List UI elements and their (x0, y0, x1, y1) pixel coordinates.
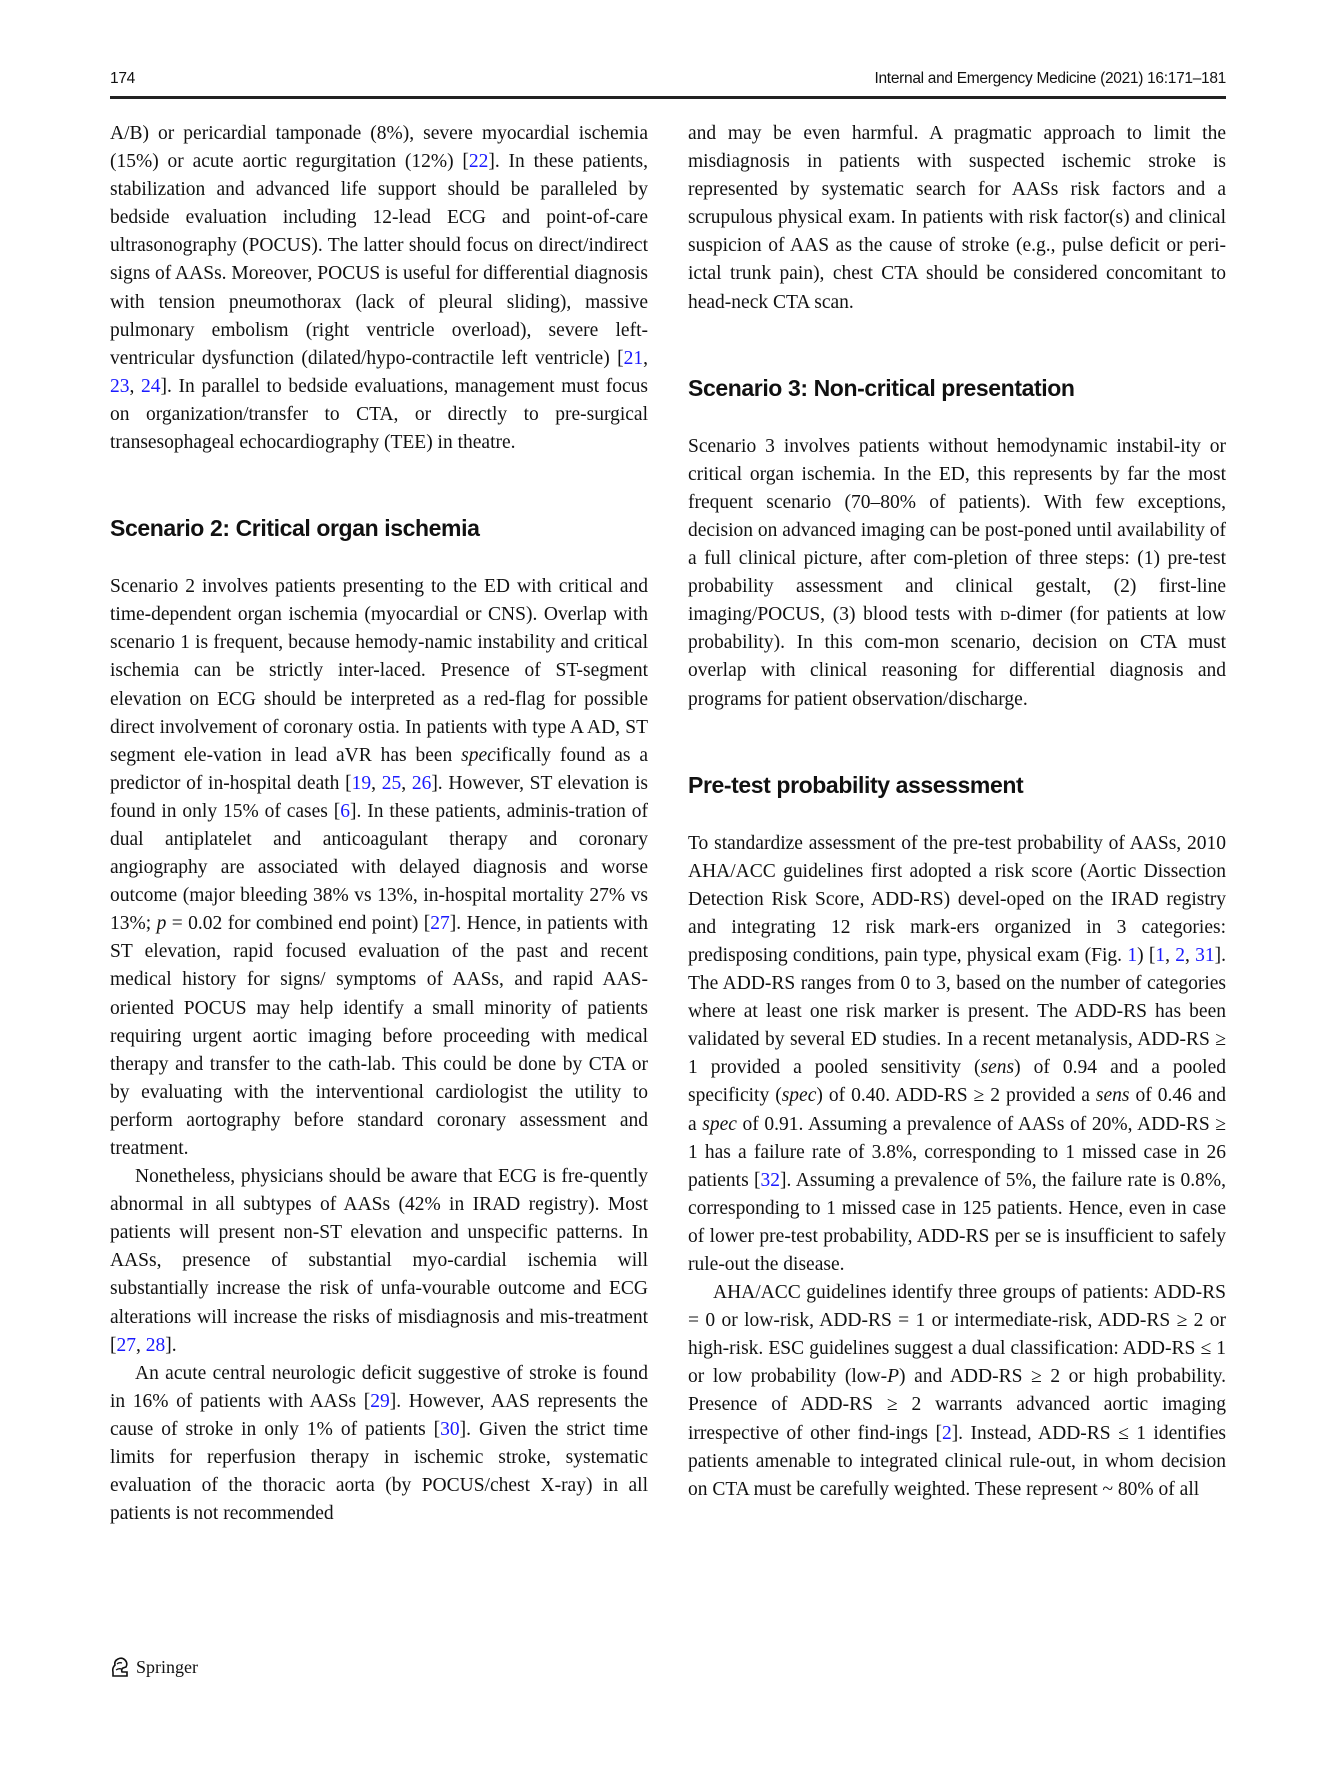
citation-link[interactable]: 26 (411, 772, 432, 794)
citation-link[interactable]: 24 (141, 375, 161, 397)
citation-link[interactable]: 22 (468, 151, 489, 173)
paragraph-guidelines-groups: AHA/ACC guidelines identify three groups of patients: ADD-RS = 0 or low-risk, ADD-RS = 1 or intermediate-risk, ADD-RS ≥ 2 or high-risk. ESC guidelines suggest a dual classification: ADD-RS ≤ 1 or low probability (low-P) and ADD-RS ≥ 2 or high probability. Presence of ADD-RS ≥ 2 warrants advanced aortic imaging irrespective of other find-ings [2]. Instead, ADD-RS ≤ 1 identifies patients amenable to integrated clinical rule-out, in whom decision on CTA must be carefully weighted. These represent ~ 80% of all (688, 1282, 1226, 1500)
citation-link[interactable]: 1 (1155, 944, 1166, 966)
citation-link[interactable]: 25 (381, 772, 402, 794)
citation-link[interactable]: 30 (440, 1418, 460, 1440)
springer-horse-icon (110, 1656, 130, 1678)
paragraph-add-rs: To standardize assessment of the pre-test probability of AASs, 2010 AHA/ACC guidelines first adopted a risk score (Aortic Dissection Detection Risk Score, ADD-RS) devel-oped on the IRAD registry and integrating 12 risk mark-ers organized in 3 categories: predisposing conditions, pain type, physical exam (Fig. 1) [1, 2, 31]. The ADD-RS ranges from 0 to 3, based on the number of categories where at least one risk marker is present. The ADD-RS has been validated by several ED studies. In a recent metanalysis, ADD-RS ≥ 1 provided a pooled sensitivity (sens) of 0.94 and a pooled specificity (spec) of 0.40. ADD-RS ≥ 2 provided a sens of 0.46 and a spec of 0.91. Assuming a prevalence of AASs of 20%, ADD-RS ≥ 1 has a failure rate of 3.8%, corresponding to 1 missed case in 26 patients [32]. Assuming a prevalence of 5%, the failure rate is 0.8%, corresponding to 1 missed case in 125 patients. Hence, even in case of lower pre-test probability, ADD-RS per se is insufficient to safely rule-out the disease. (688, 832, 1227, 1275)
citation-link[interactable]: 19 (351, 772, 372, 794)
running-header (110, 70, 1226, 96)
citation-link[interactable]: 6 (340, 800, 350, 822)
paragraph-ecg-abnormal: Nonetheless, physicians should be aware that ECG is fre-quently abnormal in all subtypes of AASs (42% in IRAD registry). Most patients will present non-ST elevation and unspecific patterns. In AASs, presence of substantial myo-cardial ischemia will substantially increase the risk of unfa-vourable outcome and ECG alterations will increase the risks of misdiagnosis and mis-treatment [27, 28]. (110, 1166, 648, 1356)
heading-pretest-probability: Pre-test probability assessment (688, 771, 1024, 798)
header-rule (110, 96, 1226, 99)
paragraph-stroke-continued: and may be even harmful. A pragmatic approach to limit the misdiagnosis in patients with suspected ischemic stroke is represented by systematic search for AASs risk factors and a scrupulous physical exam. In patients with risk factor(s) and clinical suspicion of AAS as the cause of stroke (e.g., pulse deficit or peri-ictal trunk pain), chest CTA should be considered concomitant to head-neck CTA scan. (688, 123, 1226, 313)
citation-link[interactable]: 21 (623, 347, 644, 369)
paragraph-scenario2: Scenario 2 involves patients presenting to the ED with critical and time-dependent organ ischemia (myocardial or CNS). Overlap with scenario 1 is frequent, because hemody-namic instability and critical ischemia can be strictly inter-laced. Presence of ST-segment elevation on ECG should be interpreted as a red-flag for possible direct involvement of coronary ostia. In patients with type A AD, ST segment ele-vation in lead aVR has been specifically found as a predictor of in-hospital death [19, 25, 26]. However, ST elevation is found in only 15% of cases [6]. In these patients, adminis-tration of dual antiplatelet and anticoagulant therapy and coronary angiography are associated with delayed diagnosis and worse outcome (major bleeding 38% vs 13%, in-hospital mortality 27% vs 13%; p = 0.02 for combined end point) [27]. Hence, in patients with ST elevation, rapid focused evaluation of the past and recent medical history for signs/ symptoms of AASs, and rapid AAS-oriented POCUS may help identify a small minority of patients requiring urgent aortic imaging before proceeding with medical therapy and transfer to the cath-lab. This could be done by CTA or by evaluating with the interventional cardiologist the utility to perform aortography before standard coronary assessment and treatment. (110, 576, 649, 1159)
left-column (110, 120, 648, 1528)
heading-scenario-2: Scenario 2: Critical organ ischemia (110, 515, 480, 542)
citation-link[interactable]: 28 (145, 1334, 166, 1356)
citation-link[interactable]: 2 (1175, 944, 1185, 966)
citation-link[interactable]: 23 (110, 375, 130, 397)
publisher-name: Springer (136, 1656, 198, 1677)
citation-link[interactable]: 27 (116, 1334, 136, 1356)
paragraph-scenario3: Scenario 3 involves patients without hemodynamic instabil-ity or critical organ ischemia. In the ED, this represents by far the most frequent scenario (70–80% of patients). With few exceptions, decision on advanced imaging can be post-poned until availability of a full clinical picture, after com-pletion of three steps: (1) pre-test probability assessment and clinical gestalt, (2) first-line imaging/POCUS, (3) blood tests with d-dimer (for patients at low probability). In this com-mon scenario, decision on CTA must overlap with clinical reasoning for differential diagnosis and programs for patient observation/discharge. (688, 435, 1226, 710)
publisher-footer (110, 1652, 198, 1682)
right-column (688, 120, 1226, 1504)
page-number: 174 (110, 70, 135, 87)
journal-citation: Internal and Emergency Medicine (2021) 16:171–181 (874, 70, 1226, 87)
heading-scenario-3: Scenario 3: Non-critical presentation (688, 374, 1075, 401)
citation-link[interactable]: 31 (1195, 944, 1215, 966)
citation-link[interactable]: 29 (370, 1390, 390, 1412)
citation-link[interactable]: 27 (430, 913, 450, 935)
citation-link[interactable]: 2 (941, 1422, 952, 1444)
paragraph-stroke: An acute central neurologic deficit suggestive of stroke is found in 16% of patients with AASs [29]. However, AAS represents the cause of stroke in only 1% of patients [30]. Given the strict time limits for reperfusion therapy in ischemic stroke, systematic evaluation of the thoracic aorta (by POCUS/chest X-ray) in all patients is not recommended (110, 1362, 648, 1525)
figure-link[interactable]: 1 (1127, 944, 1138, 966)
paragraph-scenario1-continued: A/B) or pericardial tamponade (8%), severe myocardial ischemia (15%) or acute aortic regurgitation (12%) [22]. In these patients, stabilization and advanced life support should be paralleled by bedside evaluation including 12-lead ECG and point-of-care ultrasonography (POCUS). The latter should focus on direct/indirect signs of AASs. Moreover, POCUS is useful for differential diagnosis with tension pneumothorax (lack of pleural sliding), massive pulmonary embolism (right ventricle overload), severe left-ventricular dysfunction (dilated/hypo-contractile left ventricle) [21, 23, 24]. In parallel to bedside evaluations, management must focus on organization/transfer to CTA, or directly to pre-surgical transesophageal echocardiography (TEE) in theatre. (110, 123, 649, 454)
citation-link[interactable]: 32 (760, 1169, 781, 1191)
